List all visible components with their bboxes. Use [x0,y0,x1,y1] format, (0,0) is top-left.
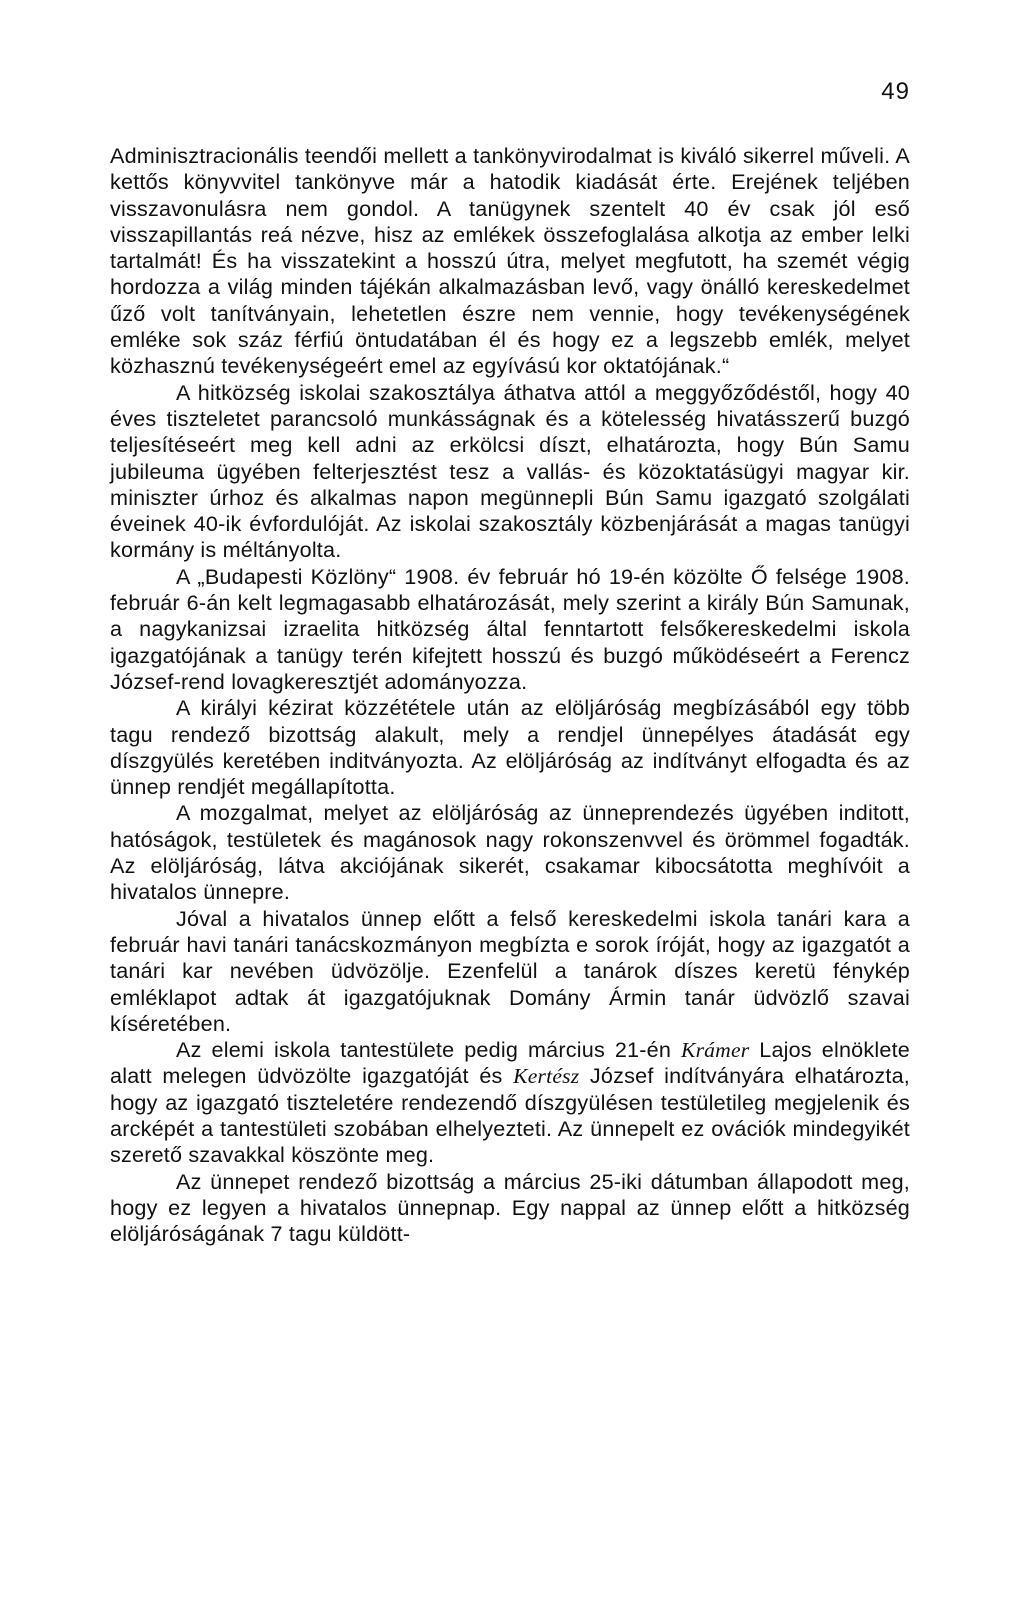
paragraph: Adminisztracionális teendői mellett a tankönyvirodalmat is kiváló sikerrel műveli. A kettős könyvvitel tankönyve már a hatodik kiadását érte. Erejének teljében visszavonulásra nem gondol. A tanügynek szentelt 40 év csak jól eső visszapillantás reá nézve, hisz az emlékek összefoglalása alkotja az ember lelki tartalmát! És ha visszatekint a hosszú útra, melyet megfutott, ha szemét végig hordozza a világ minden tájékán alkalmazásban levő, vagy önálló kereskedelmet űző volt tanítványain, lehetetlen észre nem vennie, hogy tevékenységének emléke sok száz férfiú öntudatában él és hogy ez a legszebb emlék, melyet közhasznú tevékenységeért emel az egyívású kor oktatójának.“ [110,143,910,379]
paragraph: A mozgalmat, melyet az elöljáróság az ünneprendezés ügyében inditott, hatóságok, testületek és magánosok nagy rokonszenvvel és örömmel fogadták. Az elöljáróság, látva akciójának sikerét, csakamar kibocsátotta meghívóit a hivatalos ünnepre. [110,800,910,905]
body-text [110,143,910,1247]
person-name-kramer: Krámer [680,1038,750,1063]
paragraph: Az ünnepet rendező bizottság a március 25-iki dátumban állapodott meg, hogy ez legyen a hivatalos ünnepnap. Egy nappal az ünnep előtt a hitközség elöljáróságának 7 tagu küldött- [110,1168,910,1247]
person-name-kertesz: Kertész [513,1064,580,1089]
paragraph: A „Budapesti Közlöny“ 1908. év február hó 19-én közölte Ő felsége 1908. február 6-án kelt legmagasabb elhatározását, mely szerint a király Bún Samunak, a nagykanizsai izraelita hitközség által fenntartott felsőkereskedelmi iskola igazgatójának a tanügy terén kifejtett hosszú és buzgó működéseért a Ferencz József-rend lovagkeresztjét adományozza. [110,563,910,694]
paragraph: A hitközség iskolai szakosztálya áthatva attól a meggyőződéstől, hogy 40 éves tiszteletet parancsoló munkásságnak és a kötelesség hivatásszerű buzgó teljesítéseért meg kell adni az erkölcsi díszt, elhatározta, hogy Bún Samu jubileuma ügyében felterjesztést tesz a vallás- és közoktatásügyi magyar kir. miniszter úrhoz és alkalmas napon megünnepli Bún Samu igazgató szolgálati éveinek 40-ik évfordulóját. Az iskolai szakosztály közbenjárását a magas tanügyi kormány is méltányolta. [110,379,910,563]
page-number: 49 [881,78,910,105]
paragraph [110,1037,910,1168]
text-segment: Lajos elnöklete alatt melegen üdvözölte igazgatóját és [110,1037,911,1089]
paragraph: A királyi kézirat közzététele után az elöljáróság megbízásából egy több tagu rendező bizottság alakult, mely a rendjel ünnepélyes átadását egy díszgyülés keretében inditványozta. Az elöljáróság az indítványt elfogadta és az ünnep rendjét megállapította. [110,695,910,800]
paragraph: Jóval a hivatalos ünnep előtt a felső kereskedelmi iskola tanári kara a február havi tanári tanácskozmányon megbízta e sorok íróját, hogy az igazgatót a tanári kar nevében üdvözölje. Ezenfelül a tanárok díszes keretü fénykép emléklapot adtak át igazgatójuknak Domány Ármin tanár üdvözlő szavai kíséretében. [110,905,910,1036]
text-segment: József indítványára elhatározta, hogy az igazgató tiszteletére rendezendő díszgyülésen testületileg megjelenik és arcképét a tantestületi szobában elhelyezteti. Az ünnepelt ez ovációk mindegyikét szerető szavakkal köszönte meg. [110,1063,910,1168]
text-segment: Az elemi iskola tantestülete pedig március 21-én [176,1037,681,1063]
